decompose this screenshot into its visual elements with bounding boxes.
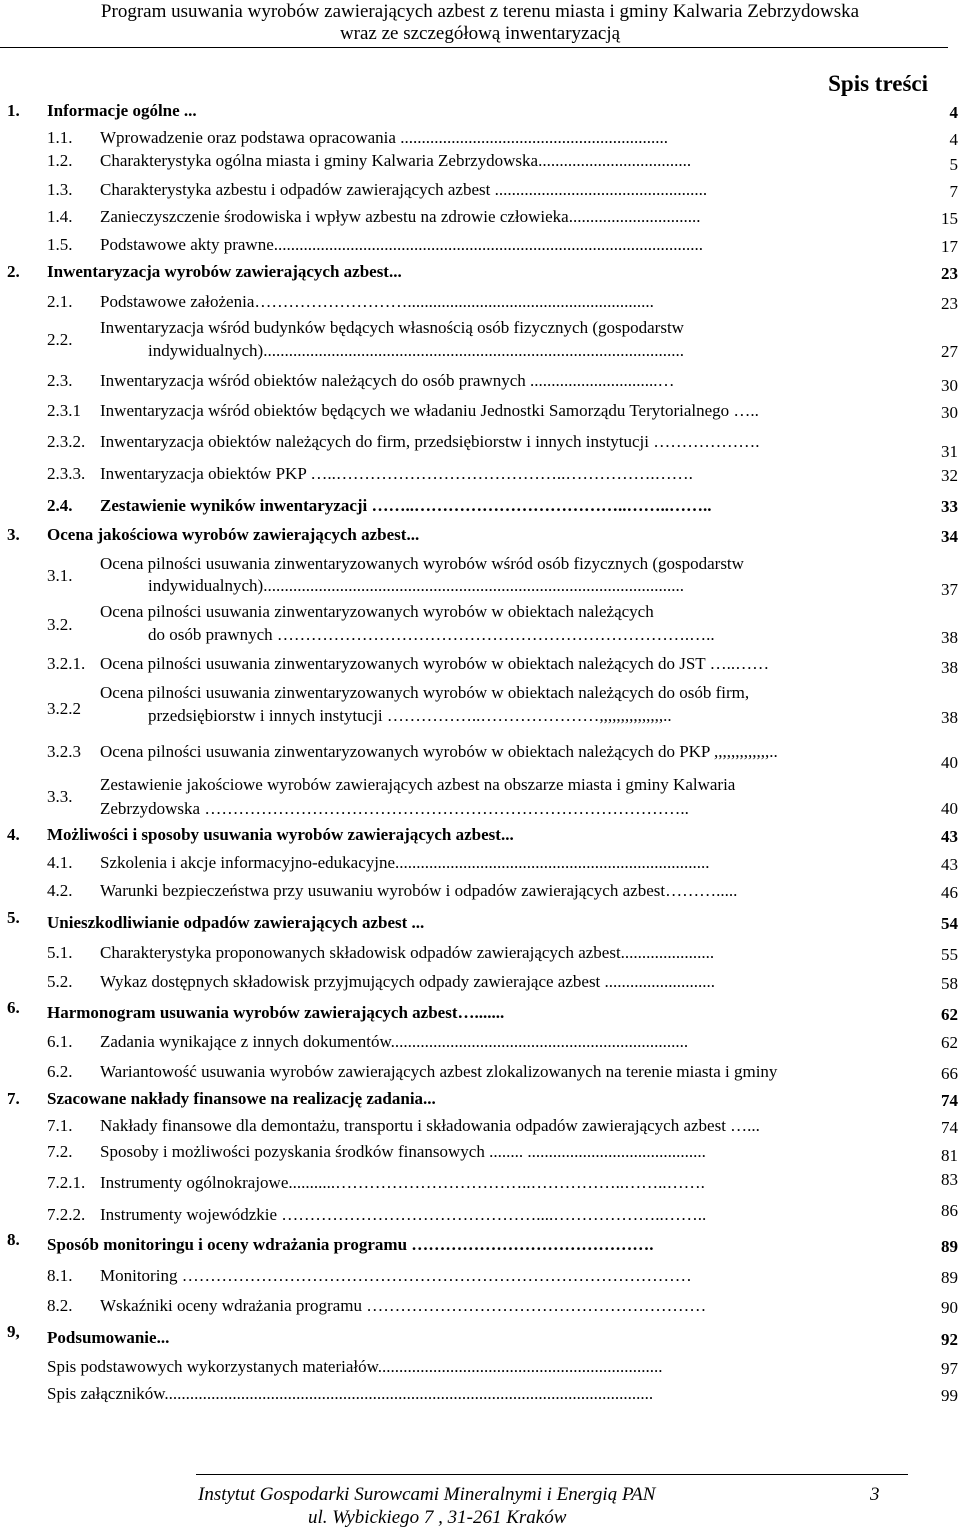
toc-entry-page[interactable]: 30 [941, 376, 958, 395]
toc-entry-number: 2.3.3. [47, 464, 86, 483]
toc-entry-number: 8. [7, 1230, 20, 1249]
toc-entry-page[interactable]: 99 [941, 1386, 958, 1405]
toc-entry-title[interactable]: Ocena pilności usuwania zinwentaryzowanych wyrobów w obiektach należących [100, 602, 654, 621]
toc-entry-page[interactable]: 90 [941, 1298, 958, 1317]
toc-entry-page[interactable]: 40 [941, 753, 958, 772]
toc-entry-title[interactable]: Instrumenty wojewódzkie ………………………………………....………………..…….. [100, 1205, 707, 1224]
toc-entry-title[interactable]: Zestawienie jakościowe wyrobów zawierających azbest na obszarze miasta i gminy Kalwaria [100, 775, 736, 794]
toc-entry-number: 6.1. [47, 1032, 73, 1051]
toc-entry-page[interactable]: 43 [941, 855, 958, 874]
toc-entry-number: 3.2.2 [47, 699, 81, 718]
toc-entry-page[interactable]: 62 [941, 1033, 958, 1052]
toc-entry-page[interactable]: 15 [941, 209, 958, 228]
toc-entry-page[interactable]: 58 [941, 974, 958, 993]
toc-entry-number: 5.1. [47, 943, 73, 962]
toc-entry-page[interactable]: 38 [941, 658, 958, 677]
toc-entry-page[interactable]: 17 [941, 237, 958, 256]
toc-entry-number: 2.1. [47, 292, 73, 311]
footer-address: ul. Wybickiego 7 , 31-261 Kraków [308, 1507, 567, 1528]
toc-entry-number: 1.1. [47, 128, 73, 147]
toc-entry-title[interactable]: Zadania wynikające z innych dokumentów...................................................................... [100, 1032, 689, 1051]
toc-entry-page[interactable]: 34 [941, 527, 958, 546]
toc-entry-number: 3.1. [47, 566, 73, 585]
document-header-line2: wraz ze szczegółową inwentaryzacją [339, 23, 621, 44]
toc-entry-page[interactable]: 38 [941, 628, 958, 647]
toc-entry-number: 4.1. [47, 853, 73, 872]
toc-entry-page[interactable]: 23 [941, 294, 958, 313]
toc-entry-number: 1. [7, 101, 20, 120]
toc-entry-title[interactable]: Inwentaryzacja obiektów PKP …..…………………………………..…………….……. [100, 464, 693, 483]
toc-entry-number: 5.2. [47, 972, 73, 991]
toc-entry-page[interactable]: 23 [941, 264, 958, 283]
toc-entry-title[interactable]: Informacje ogólne ... [47, 101, 197, 120]
toc-entry-number: 3.3. [47, 787, 73, 806]
toc-entry-title[interactable]: Wariantowość usuwania wyrobów zawierających azbest zlokalizowanych na terenie miasta i gminy [100, 1062, 778, 1081]
toc-entry-page[interactable]: 5 [949, 155, 958, 174]
toc-entry-page[interactable]: 89 [941, 1268, 958, 1287]
toc-entry-number: 3.2.1. [47, 654, 86, 673]
toc-entry-page[interactable]: 4 [949, 130, 958, 149]
footer-divider [196, 1474, 908, 1475]
toc-entry-page[interactable]: 46 [941, 883, 958, 902]
toc-entry-number: 3.2. [47, 615, 73, 634]
toc-entry-page[interactable]: 32 [941, 466, 958, 485]
toc-entry-number: 8.1. [47, 1266, 73, 1285]
toc-title: Spis treści [828, 71, 928, 96]
toc-entry-page[interactable]: 83 [941, 1170, 958, 1189]
toc-entry-page[interactable]: 86 [941, 1201, 958, 1220]
toc-entry-title[interactable]: Unieszkodliwianie odpadów zawierających azbest ... [47, 913, 425, 932]
toc-entry-number: 2.3.1 [47, 401, 81, 420]
toc-entry-title[interactable]: Harmonogram usuwania wyrobów zawierających azbest…....... [47, 1003, 505, 1022]
toc-entry-number: 5. [7, 908, 20, 927]
toc-entry-number: 4. [7, 825, 20, 844]
toc-entry-page[interactable]: 74 [941, 1091, 958, 1110]
toc-entry-page[interactable]: 4 [949, 103, 958, 122]
toc-entry-page[interactable]: 38 [941, 708, 958, 727]
toc-entry-number: 1.2. [47, 151, 73, 170]
toc-entry-page[interactable]: 54 [941, 914, 958, 933]
toc-entry-title-continued[interactable]: do osób prawnych ……………………………………………………………….….. [148, 625, 715, 644]
toc-entry-title[interactable]: Inwentaryzacja wśród budynków będących własnością osób fizycznych (gospodarstw [100, 318, 684, 337]
toc-entry-title[interactable]: Inwentaryzacja obiektów należących do firm, przedsiębiorstw i innych instytucji ………………. [100, 432, 760, 451]
toc-entry-number: 8.2. [47, 1296, 73, 1315]
toc-entry-title[interactable]: Ocena jakościowa wyrobów zawierających azbest... [47, 525, 420, 544]
toc-entry-title[interactable]: Zestawienie wyników inwentaryzacji ……..………………………………..……..…….. [100, 496, 712, 515]
toc-entry-title[interactable]: Warunki bezpieczeństwa przy usuwaniu wyrobów i odpadów zawierających azbest………..... [100, 881, 738, 900]
toc-entry-page[interactable]: 31 [941, 442, 958, 461]
toc-entry-number: 4.2. [47, 881, 73, 900]
toc-entry-number: 6. [7, 998, 20, 1017]
toc-entry-title[interactable]: Inwentaryzacja wyrobów zawierających azbest... [47, 262, 402, 281]
toc-entry-title-continued[interactable]: indywidualnych)................................................................................................... [148, 341, 684, 360]
toc-entry-number: 1.4. [47, 207, 73, 226]
toc-entry-page[interactable]: 33 [941, 497, 958, 516]
toc-entry-page[interactable]: 74 [941, 1118, 958, 1137]
toc-entry-title[interactable]: Podstawowe akty prawne..................................................................................................... [100, 235, 703, 254]
toc-entry-page[interactable]: 27 [941, 342, 958, 361]
toc-entry-page[interactable]: 81 [941, 1146, 958, 1165]
toc-entry-number: 3. [7, 525, 20, 544]
toc-entry-page[interactable]: 30 [941, 403, 958, 422]
toc-entry-title[interactable]: Podstawowe założenia……………………….......................................................... [100, 292, 654, 311]
toc-entry-title[interactable]: Wykaz dostępnych składowisk przyjmujących odpady zawierające azbest .......................... [100, 972, 716, 991]
toc-entry-title[interactable]: Wprowadzenie oraz podstawa opracowania ............................................................... [100, 128, 668, 147]
toc-entry-title-continued[interactable]: przedsiębiorstw i innych instytucji ……………..…………………,,,,,,,,,,,,,,,.. [148, 706, 672, 725]
toc-entry-title[interactable]: Sposoby i możliwości pozyskania środków finansowych ........ .......................................... [100, 1142, 706, 1161]
toc-entry-title[interactable]: Ocena pilności usuwania zinwentaryzowanych wyrobów w obiektach należących do osób firm, [100, 683, 750, 702]
toc-entry-page[interactable]: 97 [941, 1359, 958, 1378]
toc-entry-number: 6.2. [47, 1062, 73, 1081]
footer-page-number: 3 [870, 1484, 880, 1505]
toc-entry-page[interactable]: 55 [941, 945, 958, 964]
toc-entry-title[interactable]: Charakterystyka azbestu i odpadów zawierających azbest .................................................. [100, 180, 708, 199]
footer-institute: Instytut Gospodarki Surowcami Mineralnymi i Energią PAN [198, 1484, 656, 1505]
toc-entry-title[interactable]: Szacowane nakłady finansowe na realizację zadania... [47, 1089, 436, 1108]
toc-entry-title[interactable]: Podsumowanie... [47, 1328, 170, 1347]
header-divider [0, 47, 948, 48]
toc-entry-number: 1.5. [47, 235, 73, 254]
toc-entry-title[interactable]: Ocena pilności usuwania zinwentaryzowanych wyrobów w obiektach należących do JST …..…… [100, 654, 770, 673]
toc-entry-page[interactable]: 7 [949, 182, 958, 201]
toc-entry-title[interactable]: Spis podstawowych wykorzystanych materiałów................................................................... [47, 1357, 663, 1376]
toc-entry-title[interactable]: Inwentaryzacja wśród obiektów należących do osób prawnych ..............................… [100, 371, 675, 390]
toc-entry-page[interactable]: 43 [941, 827, 958, 846]
toc-entry-page[interactable]: 37 [941, 580, 958, 599]
toc-entry-title[interactable]: Ocena pilności usuwania zinwentaryzowanych wyrobów wśród osób fizycznych (gospodarstw [100, 554, 744, 573]
toc-entry-title[interactable]: Sposób monitoringu i oceny wdrażania programu ……………………………………. [47, 1235, 654, 1254]
toc-entry-page[interactable]: 66 [941, 1064, 958, 1083]
toc-entry-number: 7.2.2. [47, 1205, 86, 1224]
toc-entry-title[interactable]: Ocena pilności usuwania zinwentaryzowanych wyrobów w obiektach należących do PKP ,,,,,,,,,,,,,.. [100, 742, 778, 761]
toc-entry-title[interactable]: Monitoring ……………………………………………………………………………… [100, 1266, 692, 1285]
toc-entry-title[interactable]: Charakterystyka ogólna miasta i gminy Kalwaria Zebrzydowska.................................... [100, 151, 692, 170]
toc-entry-number: 2.4. [47, 496, 73, 515]
toc-entry-title[interactable]: Możliwości i sposoby usuwania wyrobów zawierających azbest... [47, 825, 514, 844]
toc-entry-title[interactable]: Spis załączników................................................................................................................... [47, 1384, 654, 1403]
toc-entry-number: 2. [7, 262, 20, 281]
toc-entry-number: 9, [7, 1322, 20, 1341]
toc-entry-title[interactable]: Instrumenty ogólnokrajowe...........……………………………..……………..……..……. [100, 1173, 705, 1192]
toc-entry-number: 3.2.3 [47, 742, 81, 761]
toc-entry-number: 2.3.2. [47, 432, 86, 451]
toc-entry-page[interactable]: 92 [941, 1330, 958, 1349]
toc-entry-number: 7.1. [47, 1116, 73, 1135]
toc-entry-title[interactable]: Charakterystyka proponowanych składowisk odpadów zawierających azbest...................... [100, 943, 715, 962]
toc-entry-number: 7.2.1. [47, 1173, 86, 1192]
toc-entry-title[interactable]: Nakłady finansowe dla demontażu, transportu i składowania odpadów zawierających azbest …... [100, 1116, 760, 1135]
toc-entry-number: 1.3. [47, 180, 73, 199]
toc-entry-page[interactable]: 40 [941, 799, 958, 818]
toc-entry-title-continued[interactable]: indywidualnych)................................................................................................... [148, 576, 684, 595]
toc-entry-title[interactable]: Szkolenia i akcje informacyjno-edukacyjne.......................................................................... [100, 853, 710, 872]
toc-entry-title[interactable]: Inwentaryzacja wśród obiektów będących we władaniu Jednostki Samorządu Terytorialnego ….. [100, 401, 759, 420]
toc-entry-title-continued[interactable]: Zebrzydowska ………………………………………………………………………….. [100, 799, 689, 818]
toc-entry-page[interactable]: 62 [941, 1005, 958, 1024]
toc-entry-title[interactable]: Zanieczyszczenie środowiska i wpływ azbestu na zdrowie człowieka............................... [100, 207, 701, 226]
toc-entry-number: 2.3. [47, 371, 73, 390]
toc-entry-page[interactable]: 89 [941, 1237, 958, 1256]
toc-entry-title[interactable]: Wskaźniki oceny wdrażania programu …………………………………………………… [100, 1296, 707, 1315]
toc-entry-number: 2.2. [47, 330, 73, 349]
toc-entry-number: 7. [7, 1089, 20, 1108]
document-header-line1: Program usuwania wyrobów zawierających azbest z terenu miasta i gminy Kalwaria Zebrzydowska [100, 1, 860, 22]
toc-entry-number: 7.2. [47, 1142, 73, 1161]
